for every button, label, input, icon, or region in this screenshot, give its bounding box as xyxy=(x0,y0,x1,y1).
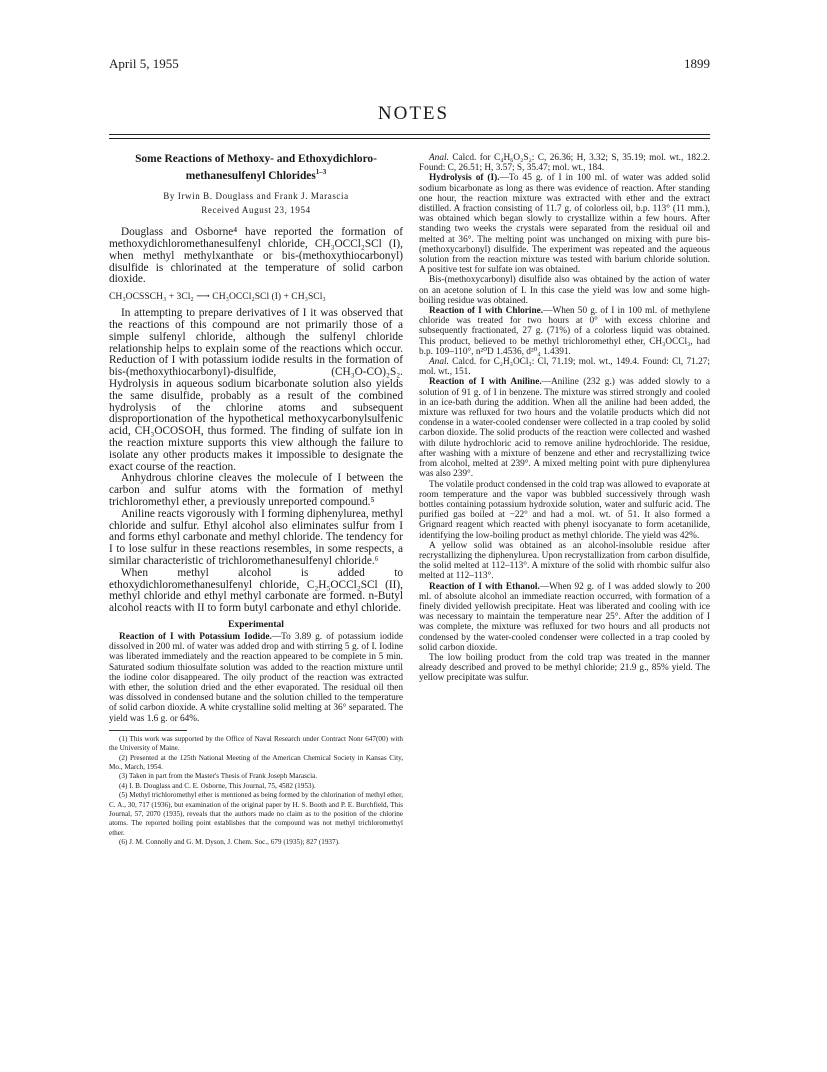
footnote-1: (1) This work was supported by the Office of Naval Research under Contract Nonr 647(00) with the University of Maine. xyxy=(109,734,403,753)
running-head xyxy=(109,56,710,74)
right-column xyxy=(419,153,710,684)
exp-ethanol-text: —When 92 g. of I was added slowly to 200 ml. of absolute alcohol an immediate reaction occurred, with formation of a finely divided yellowish precipitate. Heat was liberated and cooling with ice was necessary to maintain the temperature near 25°. After the addition of I was complete, the mixture was refluxed for two hours and all products not condensed by the water-cooled condenser were collected in a trap cooled by solid carbon dioxide. xyxy=(419,581,710,653)
footnote-rule xyxy=(109,730,187,731)
exp-hydrolysis xyxy=(419,173,710,275)
received-date: Received August 23, 1954 xyxy=(201,205,311,216)
exp-hydrolysis-acetone: Bis-(methoxycarbonyl) disulfide also was obtained by the action of water on an acetone solution of I. In this case the yield was low and some high-boiling residue was obtained. xyxy=(419,275,710,306)
exp-hydrolysis-head: Hydrolysis of (I). xyxy=(429,173,500,184)
page-number: 1899 xyxy=(684,56,710,71)
title-footnote-refs: 1–3 xyxy=(315,168,327,177)
footnote-3: (3) Taken in part from the Master's Thesis of Frank Joseph Marascia. xyxy=(119,772,318,781)
article-title-line1: Some Reactions of Methoxy- and Ethoxydichloro- xyxy=(135,153,377,165)
analysis-2-label: Anal. xyxy=(429,357,449,368)
exp-chlorine-head: Reaction of I with Chlorine. xyxy=(429,306,544,317)
exp-aniline-text: —Aniline (232 g.) was added slowly to a solution of 91 g. of I in benzene. The mixture was stirred strongly and cooled in an ice-bath during the addition. When all the aniline had been added, the mixture was refluxed for two hours and the volatile products which did not condense in a water-cooled condenser were collected in a trap cooled by solid carbon dioxide. The solid products of the reaction were collected and washed with dilute hydrochloric acid to remove aniline hydrochloride. The residue, after washing with a mixture of benzene and ether and recrystallizing twice from alcohol, melted at 239°. A mixed melting point with pure diphenylurea was also 239°. xyxy=(419,377,710,480)
article-title xyxy=(109,153,403,183)
paragraph-reduction: In attempting to prepare derivatives of I it was observed that the reactions of this compound are not primarily those of a simple sulfenyl chloride, although the sulfenyl chloride relationship helps to explain some of the reactions which occur. Reduction of I with potassium iodide results in the formation of bis-(methoxythiocarbonyl)-disulfide, (CH₃O-CO)₂S₂. Hydrolysis in aqueous sodium bicarbonate solution also yields the same disulfide, probably as a result of the combined hydrolysis of the chlorine atoms and subsequent disproportionation of the hypothetical methoxycarbonylsulfenic acid, CH₃OCOSOH, thus formed. The finding of sulfate ion in the reaction mixture supports this view although the failure to isolate any other products makes it impossible to designate the exact course of the reaction. xyxy=(109,307,403,473)
exp-ethanol xyxy=(419,582,710,653)
footnote-2: (2) Presented at the 125th National Meeting of the American Chemical Society in Kansas City, Mo., March, 1954. xyxy=(109,753,403,771)
exp-hydrolysis-text: —To 45 g. of I in 100 ml. of water was added solid sodium bicarbonate as long as there was evidence of reaction. After standing one hour, the reaction mixture was extracted with ether and the extract distilled. A fraction consisting of 11.7 g. of colorless oil, b.p. 113° (11 mm.), was obtained which began slowly to crystallize within a few hours. After standing two weeks the crystals were separated from the residual oil and melted at 36°. The melting point was unchanged on mixing with pure bis-(methoxycarbonyl) disulfide. The experiment was repeated and the aqueous solution from the reaction mixture was tested with barium chloride solution. A positive test for sulfate ion was obtained. xyxy=(419,173,710,276)
article-title-line2: methanesulfenyl Chlorides xyxy=(185,170,316,182)
exp-ethanol-cold-trap: The low boiling product from the cold trap was treated in the manner already described and proved to be methyl chloride; 21.9 g., 85% yield. The yellow precipitate was sulfur. xyxy=(419,652,710,684)
exp-potassium-iodide-text: —To 3.89 g. of potassium iodide dissolved in 200 ml. of water was added drop and with stirring 5 g. of I. Iodine was liberated immediately and the reaction appeared to be complete in 5 min. Saturated sodium thiosulfate solution was added to the reaction mixture until the iodine color disappeared. The oily product of the reaction was extracted with ether, the solution dried and the ether evaporated. The residual oil then was dissolved in condensed butane and the solution chilled to the temperature of solid carbon dioxide. A white crystalline solid melting at 36° separated. The yield was 1.6 g. or 64%. xyxy=(109,631,404,724)
exp-ethanol-head: Reaction of I with Ethanol. xyxy=(429,581,540,592)
exp-potassium-iodide-head: Reaction of I with Potassium Iodide. xyxy=(119,631,272,642)
byline: By Irwin B. Douglass and Frank J. Marascia xyxy=(163,191,349,202)
footnote-6: (6) J. M. Connolly and G. M. Dyson, J. Chem. Soc., 679 (1935); 827 (1937). xyxy=(119,838,340,847)
left-column xyxy=(109,153,403,848)
exp-aniline xyxy=(419,377,710,479)
analysis-1-label: Anal. xyxy=(429,153,449,163)
exp-aniline-yellow-solid: A yellow solid was obtained as an alcohol-insoluble residue after recrystallizing the diphenylurea. Upon recrystallization from carbon disulfide, the solid melted at 112–113°. A mixture of the solid with rhombic sulfur also melted at 112–113°. xyxy=(419,540,710,582)
paragraph-methyl-alcohol: When methyl alcohol is added to ethoxydichloromethanesulfenyl chloride, C₂H₅OCCl₂SCl (II), methyl chloride and ethyl methyl carbonate are formed. n-Butyl alcohol reacts with II to form butyl carbonate and ethyl chloride. xyxy=(109,566,403,615)
section-rule-thin xyxy=(109,138,710,139)
analysis-1 xyxy=(419,153,710,173)
issue-date: April 5, 1955 xyxy=(109,56,179,71)
section-title: NOTES xyxy=(377,103,450,124)
exp-aniline-head: Reaction of I with Aniline. xyxy=(429,377,542,388)
intro-paragraph: Douglass and Osborne⁴ have reported the formation of methoxydichloromethanesulfenyl chloride, CH₃OCCl₂SCl (I), when methyl methylxanthate or bis-(methoxythiocarbonyl) disulfide is chlorinated at the temperature of solid carbon dioxide. xyxy=(109,226,403,286)
analysis-1-text: Calcd. for C₄H₆O₂S₂: C, 26.36; H, 3.32; S, 35.19; mol. wt., 182.2. Found: C, 26.51; H, 3.57; S, 35.47; mol. wt., 184. xyxy=(419,153,710,174)
paragraph-chlorine: Anhydrous chlorine cleaves the molecule of I between the carbon and sulfur atoms with the formation of methyl trichloromethyl ether, a previously unreported compound.⁵ xyxy=(109,472,403,508)
experimental-heading: Experimental xyxy=(228,618,284,630)
footnote-5: (5) Methyl trichloromethyl ether is mentioned as being formed by the chlorination of methyl ether, C. A., 30, 717 (1936), but examination of the original paper by H. S. Booth and P. E. Burchfield, This Journal, 57, 2070 (1935), reveals that the authors made no claim as to the position of the chlorine atoms. The reported boiling point establishes that the compound was not methyl trichloromethyl ether. xyxy=(109,791,403,837)
paragraph-aniline: Aniline reacts vigorously with I forming diphenylurea, methyl chloride and sulfur. Ethyl alcohol also eliminates sulfur from I and forms ethyl carbonate and methyl chloride. The tendency for I to lose sulfur in these reactions resembles, in some respects, a similar characteristic of trichloromethanesulfenyl chloride.⁶ xyxy=(109,507,403,567)
section-rule-thick xyxy=(109,134,710,135)
analysis-2 xyxy=(419,357,710,377)
exp-aniline-volatile: The volatile product condensed in the cold trap was allowed to evaporate at room temperature and the vapor was bubbled successively through wash bottles containing potassium hydroxide solution, water and sulfuric acid. The purified gas boiled at −22° and had a mol. wt. of 51. It also formed a Grignard reagent which reacted with phenyl isocyanate to form acetanilide, identifying the low-boiling product as methyl chloride. The yield was 42%. xyxy=(419,479,710,541)
footnote-4: (4) I. B. Douglass and C. E. Osborne, This Journal, 75, 4582 (1953). xyxy=(119,781,316,790)
exp-chlorine xyxy=(419,306,710,357)
exp-chlorine-text: —When 50 g. of I in 100 ml. of methylene chloride was treated for two hours at 0° with excess chlorine and subsequently fractionated, 27 g. (71%) of a colorless liquid was obtained. This product, believed to be methyl trichloromethyl ether, CH₃OCCl₃, had b.p. 109–110°, n²⁰D 1.4536, d²⁰₄ 1.4391. xyxy=(419,306,710,357)
analysis-2-text: Calcd. for C₂H₃OCl₃: Cl, 71.19; mol. wt., 149.4. Found: Cl, 71.27; mol. wt., 151. xyxy=(419,357,710,378)
exp-potassium-iodide-start xyxy=(109,632,403,724)
reaction-equation: CH₃OCSSCH₃ + 3Cl₂ ⟶ CH₃OCCl₂SCl (I) + CH₃SCl₃ xyxy=(109,291,326,303)
